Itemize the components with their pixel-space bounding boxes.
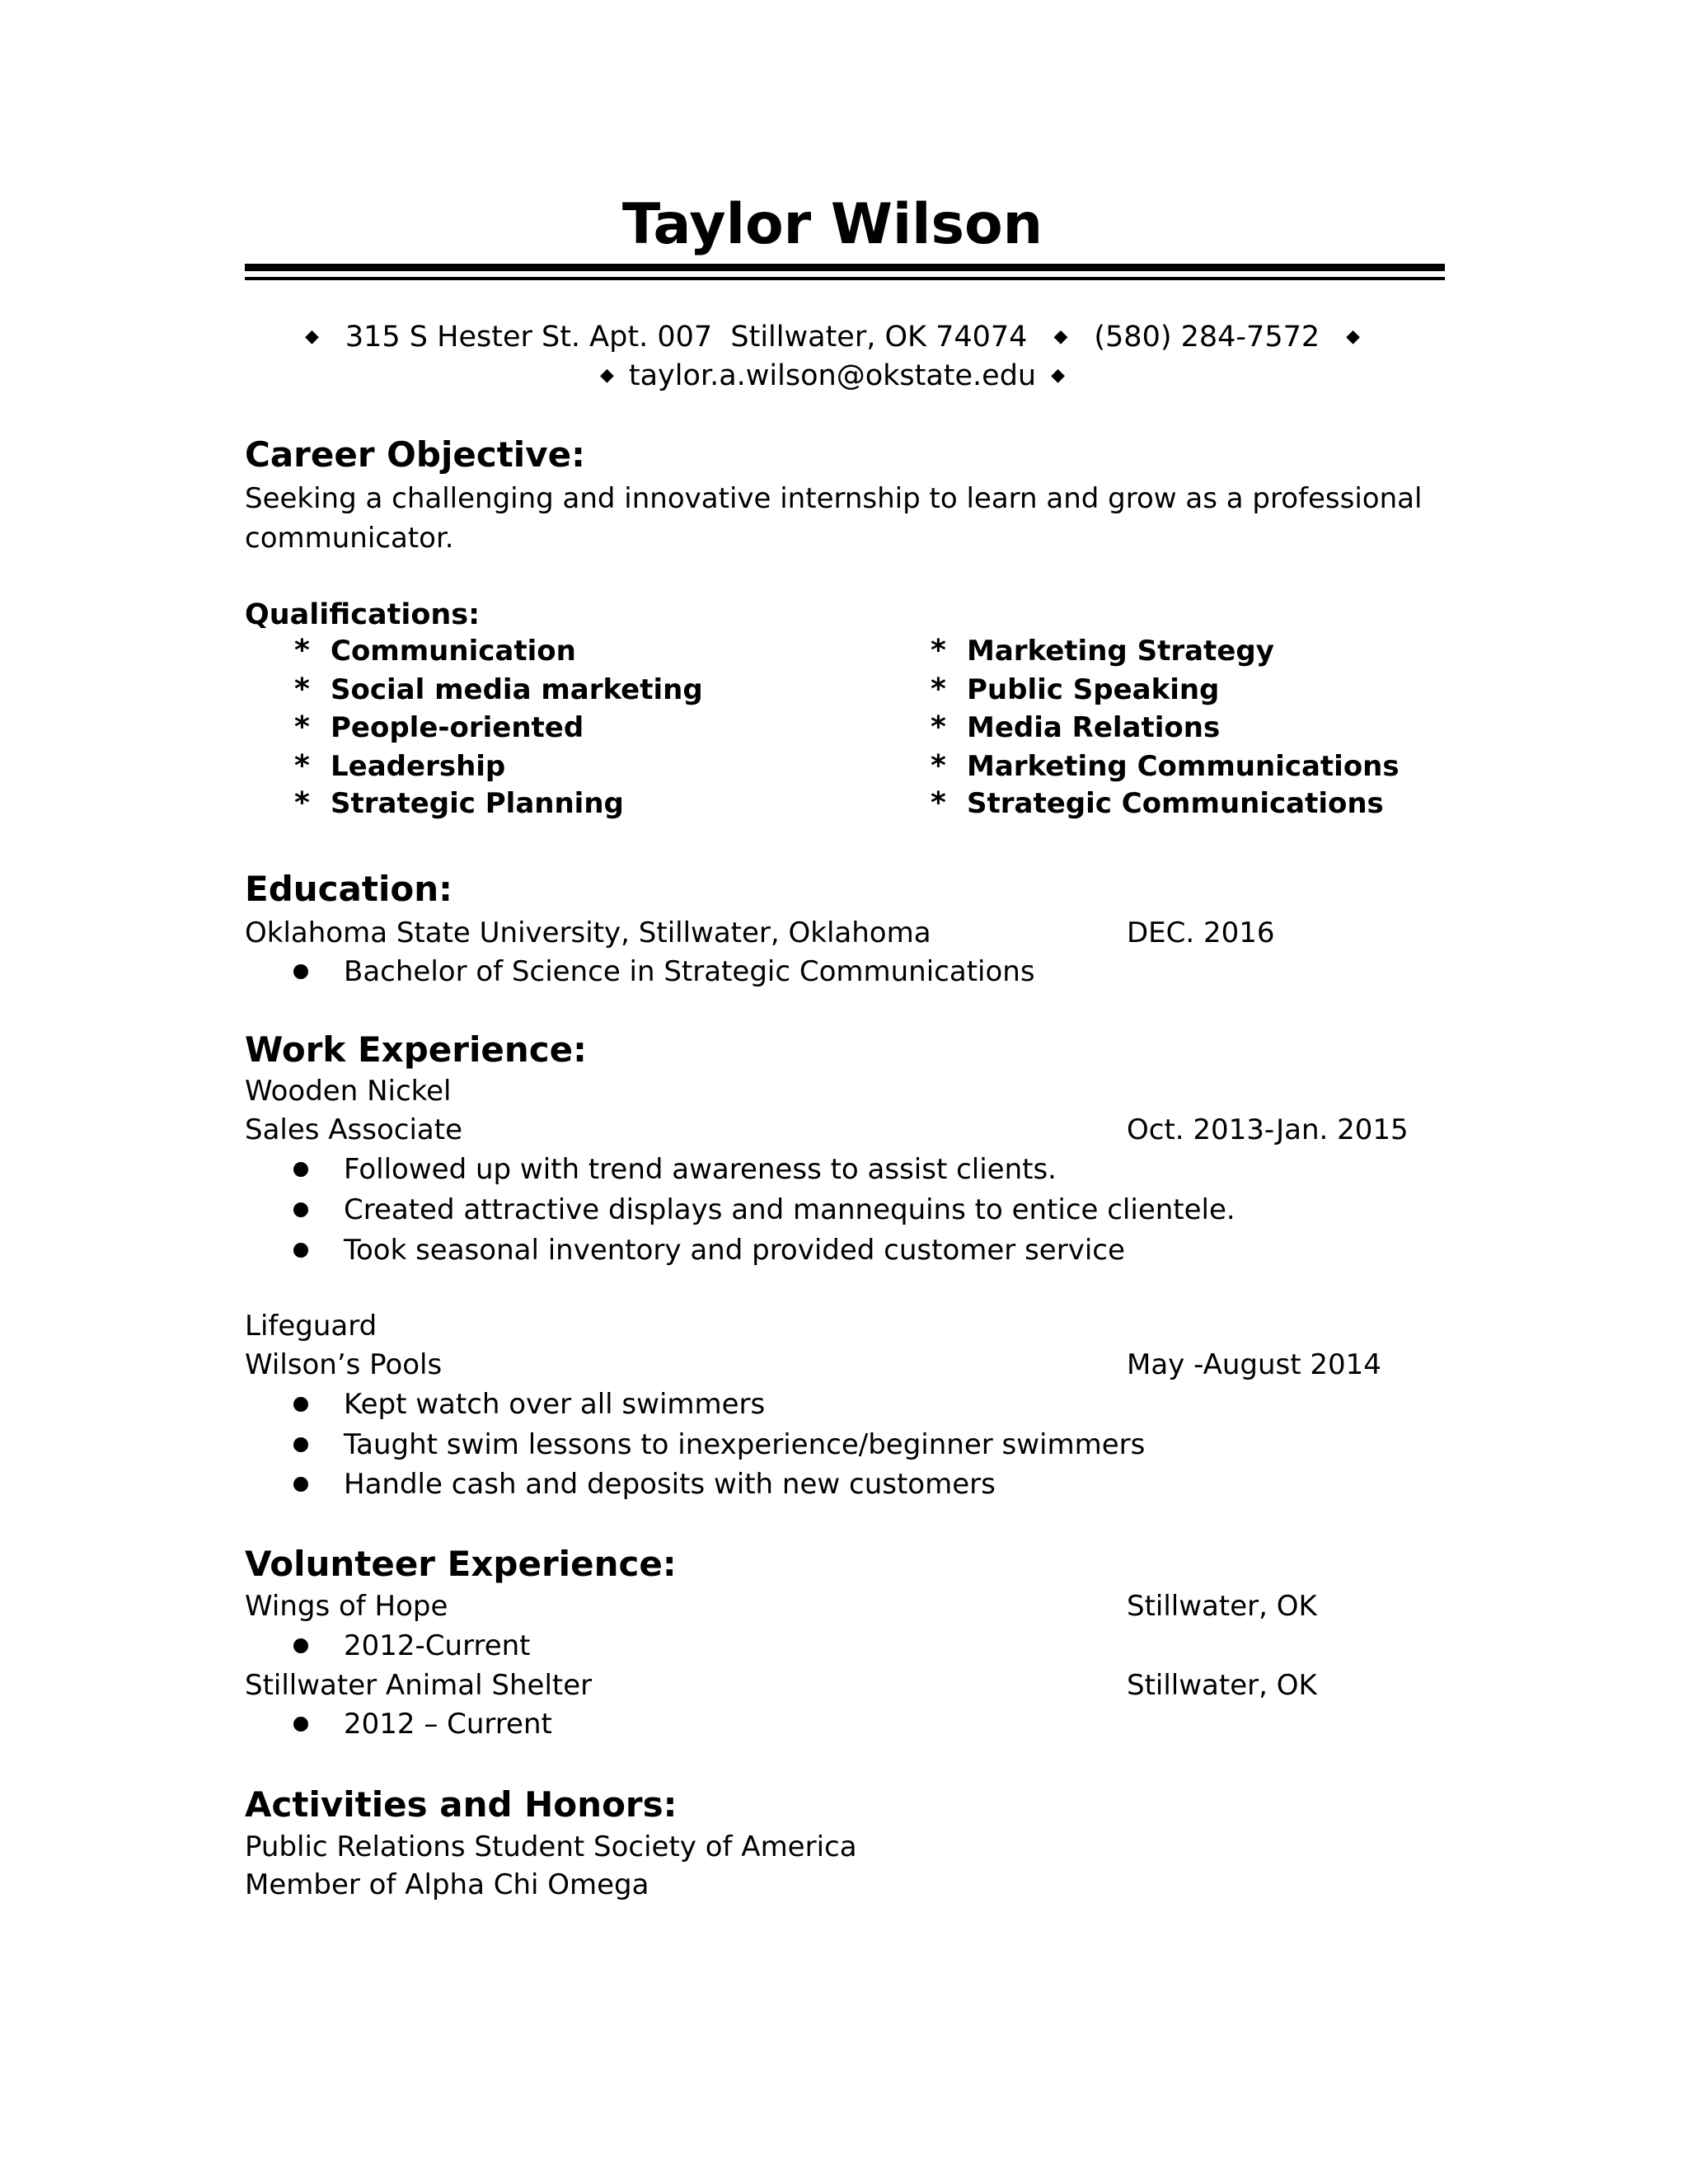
contact-city: Stillwater, OK 74074	[730, 321, 1028, 354]
qualification-item: Public Speaking	[967, 673, 1220, 706]
activities-heading: Activities and Honors:	[245, 1784, 678, 1825]
volunteer-location: Stillwater, OK	[1127, 1669, 1317, 1702]
job-bullet: Took seasonal inventory and provided customer service	[344, 1234, 1125, 1267]
qualification-item: Marketing Strategy	[967, 635, 1274, 668]
job-bullet: Handle cash and deposits with new customers	[344, 1468, 996, 1501]
diamond-bullet-icon: ◆	[1053, 326, 1068, 347]
qualification-item: Leadership	[331, 750, 506, 783]
job-bullet: Taught swim lessons to inexperience/beginner swimmers	[344, 1428, 1146, 1461]
job-date: Oct. 2013-Jan. 2015	[1127, 1113, 1409, 1146]
contact-address: 315 S Hester St. Apt. 007	[345, 321, 713, 354]
contact-email[interactable]: taylor.a.wilson@okstate.edu	[628, 359, 1037, 392]
diamond-bullet-icon: ◆	[1346, 326, 1361, 347]
activity-item: Public Relations Student Society of America	[245, 1830, 857, 1863]
volunteer-dates: 2012-Current	[344, 1629, 531, 1662]
asterisk-bullet: *	[294, 749, 310, 783]
header-rule-thin	[245, 277, 1445, 280]
resume-name: Taylor Wilson	[621, 192, 1043, 257]
career-objective-line: Seeking a challenging and innovative internship to learn and grow as a professional	[245, 482, 1423, 515]
header-rule-thick	[245, 264, 1445, 271]
job-bullet: Created attractive displays and mannequins to entice clientele.	[344, 1193, 1236, 1226]
job-employer: Wooden Nickel	[245, 1075, 452, 1108]
asterisk-bullet: *	[931, 749, 946, 783]
asterisk-bullet: *	[931, 710, 946, 744]
qualification-item: Strategic Communications	[967, 787, 1384, 820]
qualification-item: Marketing Communications	[967, 750, 1400, 783]
contact-line-1	[0, 317, 1665, 357]
asterisk-bullet: *	[931, 673, 946, 706]
diamond-bullet-icon: ◆	[599, 365, 614, 386]
job-date: May -August 2014	[1127, 1348, 1381, 1381]
education-heading: Education:	[245, 869, 452, 909]
diamond-bullet-icon: ◆	[304, 326, 319, 347]
job-bullet: Followed up with trend awareness to assist clients.	[344, 1153, 1057, 1186]
job-employer: Wilson’s Pools	[245, 1348, 443, 1381]
volunteer-dates: 2012 – Current	[344, 1708, 552, 1741]
education-school: Oklahoma State University, Stillwater, Oklahoma	[245, 916, 931, 949]
job-title: Lifeguard	[245, 1310, 377, 1343]
volunteer-location: Stillwater, OK	[1127, 1590, 1317, 1623]
asterisk-bullet: *	[931, 786, 946, 820]
education-degree: Bachelor of Science in Strategic Communications	[344, 955, 1035, 988]
bullet-dot-icon	[293, 1397, 308, 1412]
bullet-dot-icon	[293, 964, 308, 979]
bullet-dot-icon	[293, 1717, 308, 1732]
qualification-item: Strategic Planning	[331, 787, 624, 820]
job-bullet: Kept watch over all swimmers	[344, 1388, 766, 1421]
volunteer-org: Stillwater Animal Shelter	[245, 1669, 593, 1702]
asterisk-bullet: *	[294, 673, 310, 706]
qualification-item: People-oriented	[331, 711, 584, 744]
qualification-item: Media Relations	[967, 711, 1221, 744]
bullet-dot-icon	[293, 1162, 308, 1177]
bullet-dot-icon	[293, 1638, 308, 1653]
qualification-item: Communication	[331, 635, 576, 668]
asterisk-bullet: *	[294, 634, 310, 668]
qualification-item: Social media marketing	[331, 673, 703, 706]
bullet-dot-icon	[293, 1437, 308, 1452]
education-date: DEC. 2016	[1127, 916, 1275, 949]
asterisk-bullet: *	[931, 634, 946, 668]
activity-item: Member of Alpha Chi Omega	[245, 1868, 649, 1901]
bullet-dot-icon	[293, 1202, 308, 1217]
job-title: Sales Associate	[245, 1113, 463, 1146]
bullet-dot-icon	[293, 1477, 308, 1492]
diamond-bullet-icon: ◆	[1051, 365, 1066, 386]
asterisk-bullet: *	[294, 710, 310, 744]
contact-phone: (580) 284-7572	[1094, 321, 1320, 354]
contact-line-2	[0, 356, 1665, 396]
bullet-dot-icon	[293, 1243, 308, 1258]
asterisk-bullet: *	[294, 786, 310, 820]
work-experience-heading: Work Experience:	[245, 1029, 587, 1070]
career-objective-heading: Career Objective:	[245, 434, 585, 475]
qualifications-heading: Qualifications:	[245, 598, 481, 631]
volunteer-heading: Volunteer Experience:	[245, 1544, 677, 1584]
volunteer-org: Wings of Hope	[245, 1590, 448, 1623]
career-objective-line: communicator.	[245, 522, 454, 555]
